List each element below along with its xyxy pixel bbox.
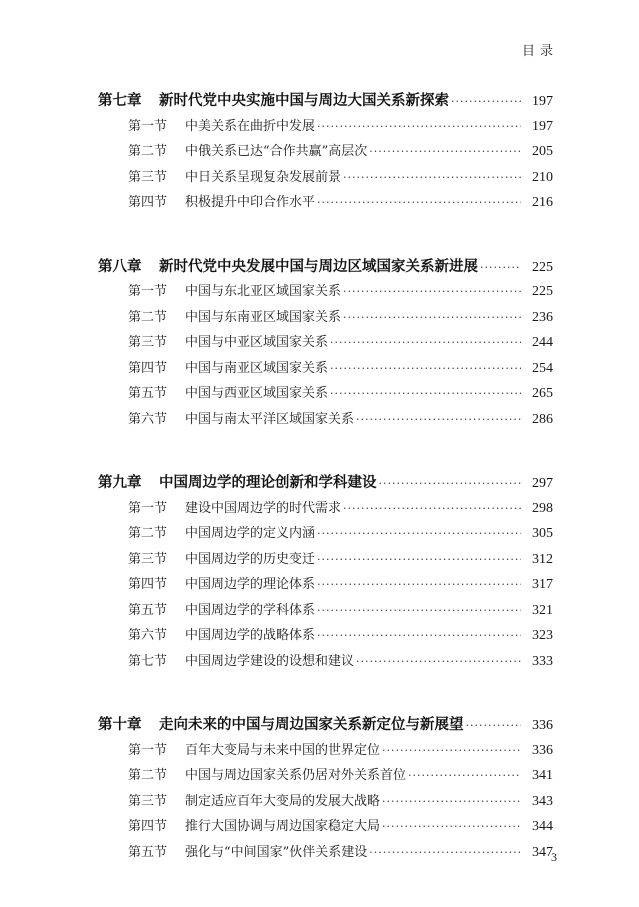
dot-leader bbox=[369, 139, 521, 165]
dot-leader bbox=[317, 521, 521, 547]
section-label: 第六节 bbox=[128, 411, 168, 427]
section-title: 建设中国周边学的时代需求 bbox=[185, 500, 342, 516]
section-label: 第四节 bbox=[128, 360, 168, 376]
chapter-entry[interactable] bbox=[98, 88, 553, 114]
chapter-entry[interactable] bbox=[98, 470, 553, 496]
dot-leader bbox=[343, 165, 521, 191]
section-title: 中国与南太平洋区域国家关系 bbox=[185, 411, 355, 427]
chapter-page: 297 bbox=[532, 476, 553, 491]
chapter-label: 第七章 bbox=[98, 92, 142, 109]
section-page: 333 bbox=[532, 653, 553, 669]
section-label: 第七节 bbox=[128, 653, 168, 669]
section-entry[interactable] bbox=[98, 738, 553, 764]
dot-leader bbox=[343, 305, 521, 331]
section-label: 第三节 bbox=[128, 169, 168, 185]
section-label: 第二节 bbox=[128, 144, 168, 159]
section-entry[interactable] bbox=[98, 330, 553, 356]
section-entry[interactable] bbox=[98, 165, 553, 191]
section-page: 321 bbox=[532, 602, 553, 618]
section-page: 336 bbox=[532, 742, 553, 758]
chapter-title: 走向未来的中国与周边国家关系新定位与新展望 bbox=[159, 716, 464, 733]
section-title: 中国与周边国家关系仍居对外关系首位 bbox=[185, 768, 407, 783]
section-label: 第五节 bbox=[128, 602, 168, 618]
section-entry[interactable] bbox=[98, 840, 553, 866]
section-label: 第五节 bbox=[128, 386, 168, 401]
dot-leader bbox=[317, 547, 521, 573]
running-head: 目录 bbox=[521, 44, 558, 59]
section-title: 强化与“中间国家”伙伴关系建设 bbox=[185, 844, 368, 860]
section-entry[interactable] bbox=[98, 814, 553, 840]
dot-leader bbox=[480, 255, 521, 281]
section-title: 中国与中亚区域国家关系 bbox=[185, 335, 329, 350]
section-page: 312 bbox=[532, 551, 553, 567]
section-entry[interactable] bbox=[98, 789, 553, 815]
dot-leader bbox=[317, 114, 521, 140]
section-page: 347 bbox=[532, 844, 553, 860]
chapter-block bbox=[98, 254, 553, 433]
section-entry[interactable] bbox=[98, 139, 553, 165]
section-title: 制定适应百年大变局的发展大战略 bbox=[185, 793, 381, 809]
table-of-contents bbox=[98, 88, 553, 903]
section-entry[interactable] bbox=[98, 190, 553, 216]
section-label: 第六节 bbox=[128, 628, 168, 643]
chapter-entry[interactable] bbox=[98, 712, 553, 738]
section-page: 244 bbox=[532, 335, 553, 350]
section-page: 216 bbox=[532, 195, 553, 210]
dot-leader bbox=[343, 496, 521, 522]
dot-leader bbox=[317, 190, 521, 216]
section-page: 236 bbox=[532, 309, 553, 325]
section-page: 317 bbox=[532, 577, 553, 592]
section-title: 中国周边学建设的设想和建议 bbox=[185, 653, 355, 669]
section-entry[interactable] bbox=[98, 356, 553, 382]
section-page: 298 bbox=[532, 500, 553, 516]
section-page: 341 bbox=[532, 768, 553, 783]
dot-leader bbox=[330, 381, 521, 407]
page-number: 3 bbox=[551, 850, 557, 864]
section-entry[interactable] bbox=[98, 381, 553, 407]
section-label: 第二节 bbox=[128, 309, 168, 325]
chapter-page: 197 bbox=[532, 94, 553, 109]
section-title: 中国与南亚区域国家关系 bbox=[185, 360, 329, 376]
chapter-entry[interactable] bbox=[98, 254, 553, 280]
section-label: 第一节 bbox=[128, 284, 168, 299]
dot-leader bbox=[382, 814, 521, 840]
section-title: 中国周边学的历史变迁 bbox=[185, 551, 316, 567]
dot-leader bbox=[466, 713, 522, 739]
dot-leader bbox=[330, 330, 521, 356]
section-title: 中国周边学的定义内涵 bbox=[185, 526, 316, 541]
section-page: 344 bbox=[532, 819, 553, 834]
section-page: 210 bbox=[532, 169, 553, 185]
section-entry[interactable] bbox=[98, 572, 553, 598]
section-title: 中国与西亚区域国家关系 bbox=[185, 386, 329, 401]
section-page: 197 bbox=[532, 118, 553, 134]
section-entry[interactable] bbox=[98, 496, 553, 522]
section-title: 百年大变局与未来中国的世界定位 bbox=[185, 742, 381, 758]
section-entry[interactable] bbox=[98, 547, 553, 573]
section-entry[interactable] bbox=[98, 407, 553, 433]
section-entry[interactable] bbox=[98, 305, 553, 331]
chapter-title: 新时代党中央发展中国与周边区域国家关系新进展 bbox=[159, 257, 478, 275]
section-label: 第一节 bbox=[128, 742, 168, 758]
section-label: 第二节 bbox=[128, 526, 168, 541]
chapter-title: 新时代党中央实施中国与周边大国关系新探索 bbox=[159, 92, 449, 109]
section-page: 225 bbox=[532, 284, 553, 299]
section-page: 286 bbox=[532, 411, 553, 427]
section-label: 第二节 bbox=[128, 768, 168, 783]
section-page: 205 bbox=[532, 144, 553, 159]
dot-leader bbox=[317, 598, 521, 624]
section-title: 中国周边学的战略体系 bbox=[185, 628, 316, 643]
dot-leader bbox=[451, 89, 521, 115]
section-page: 305 bbox=[532, 526, 553, 541]
dot-leader bbox=[356, 407, 521, 433]
section-title: 中美关系在曲折中发展 bbox=[185, 118, 316, 134]
chapter-label: 第八章 bbox=[98, 257, 142, 275]
dot-leader bbox=[382, 738, 521, 764]
section-label: 第三节 bbox=[128, 793, 168, 809]
section-page: 265 bbox=[532, 386, 553, 401]
section-title: 中俄关系已达“合作共赢”高层次 bbox=[185, 144, 368, 159]
chapter-block bbox=[98, 712, 553, 865]
chapter-label: 第九章 bbox=[98, 474, 142, 491]
dot-leader bbox=[382, 789, 521, 815]
section-entry[interactable] bbox=[98, 114, 553, 140]
section-page: 323 bbox=[532, 628, 553, 643]
chapter-page: 225 bbox=[532, 259, 553, 275]
dot-leader bbox=[343, 279, 521, 305]
section-label: 第三节 bbox=[128, 335, 168, 350]
section-entry[interactable] bbox=[98, 279, 553, 305]
section-label: 第四节 bbox=[128, 577, 168, 592]
section-title: 中国与东南亚区域国家关系 bbox=[185, 309, 342, 325]
section-title: 积极提升中印合作水平 bbox=[185, 195, 316, 210]
dot-leader bbox=[330, 356, 521, 382]
section-title: 中国与东北亚区域国家关系 bbox=[185, 284, 342, 299]
section-page: 343 bbox=[532, 793, 553, 809]
dot-leader bbox=[317, 572, 521, 598]
section-label: 第四节 bbox=[128, 819, 168, 834]
chapter-label: 第十章 bbox=[98, 716, 142, 733]
section-label: 第一节 bbox=[128, 118, 168, 134]
chapter-title: 中国周边学的理论创新和学科建设 bbox=[159, 474, 377, 491]
section-title: 中日关系呈现复杂发展前景 bbox=[185, 169, 342, 185]
dot-leader bbox=[379, 471, 522, 497]
section-title: 中国周边学的学科体系 bbox=[185, 602, 316, 618]
section-entry[interactable] bbox=[98, 598, 553, 624]
chapter-block bbox=[98, 470, 553, 674]
dot-leader bbox=[356, 649, 521, 675]
section-label: 第三节 bbox=[128, 551, 168, 567]
section-entry[interactable] bbox=[98, 649, 553, 675]
section-entry[interactable] bbox=[98, 521, 553, 547]
section-title: 推行大国协调与周边国家稳定大局 bbox=[185, 819, 381, 834]
section-entry[interactable] bbox=[98, 623, 553, 649]
section-label: 第一节 bbox=[128, 500, 168, 516]
section-page: 254 bbox=[532, 360, 553, 376]
section-label: 第四节 bbox=[128, 195, 168, 210]
chapter-page: 336 bbox=[532, 718, 553, 733]
dot-leader bbox=[408, 763, 521, 789]
dot-leader bbox=[369, 840, 521, 866]
dot-leader bbox=[317, 623, 521, 649]
section-title: 中国周边学的理论体系 bbox=[185, 577, 316, 592]
chapter-block bbox=[98, 88, 553, 216]
section-entry[interactable] bbox=[98, 763, 553, 789]
section-label: 第五节 bbox=[128, 844, 168, 860]
